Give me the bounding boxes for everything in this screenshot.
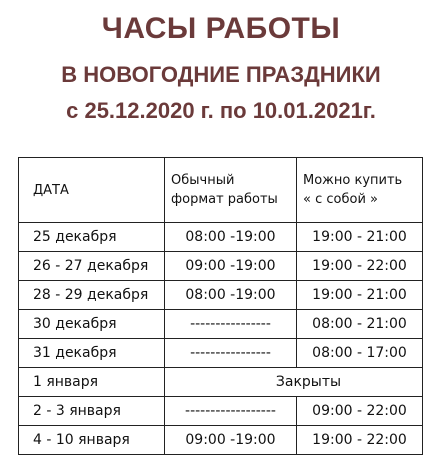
table-row [19,252,423,281]
row-regular-hours: ------------------ [165,397,297,426]
row-date: 1 января [19,368,165,397]
table-row [19,310,423,339]
row-date: 4 - 10 января [19,426,165,455]
table-row [19,223,423,252]
table-header-row [19,158,423,223]
page-subtitle: В НОВОГОДНИЕ ПРАЗДНИКИ [61,62,381,87]
header-takeaway [297,158,423,223]
table-row [19,426,423,455]
header-date: ДАТА [19,158,165,223]
header-regular [165,158,297,223]
schedule-table [18,157,423,455]
page-title: ЧАСЫ РАБОТЫ [101,12,341,45]
table-row [19,397,423,426]
header-regular-line2: формат работы [171,192,278,207]
table-row [19,339,423,368]
row-takeaway-hours: 08:00 - 21:00 [297,310,423,339]
row-date: 2 - 3 января [19,397,165,426]
row-date: 31 декабря [19,339,165,368]
row-regular-hours: 09:00 -19:00 [165,426,297,455]
date-period: с 25.12.2020 г. по 10.01.2021г. [66,98,376,123]
table-row [19,368,423,397]
row-closed-status: Закрыты [165,368,423,397]
row-takeaway-hours: 09:00 - 22:00 [297,397,423,426]
row-date: 28 - 29 декабря [19,281,165,310]
row-regular-hours: 08:00 -19:00 [165,223,297,252]
row-regular-hours: 09:00 -19:00 [165,252,297,281]
row-takeaway-hours: 08:00 - 17:00 [297,339,423,368]
header-takeaway-line2: « с собой » [303,192,378,207]
header-regular-line1: Обычный [171,173,235,188]
row-takeaway-hours: 19:00 - 22:00 [297,252,423,281]
row-date: 30 декабря [19,310,165,339]
table-row [19,281,423,310]
row-regular-hours: ---------------- [165,339,297,368]
row-date: 25 декабря [19,223,165,252]
row-takeaway-hours: 19:00 - 21:00 [297,223,423,252]
row-takeaway-hours: 19:00 - 21:00 [297,281,423,310]
row-date: 26 - 27 декабря [19,252,165,281]
row-takeaway-hours: 19:00 - 22:00 [297,426,423,455]
header-takeaway-line1: Можно купить [303,173,403,188]
row-regular-hours: 08:00 -19:00 [165,281,297,310]
row-regular-hours: ---------------- [165,310,297,339]
